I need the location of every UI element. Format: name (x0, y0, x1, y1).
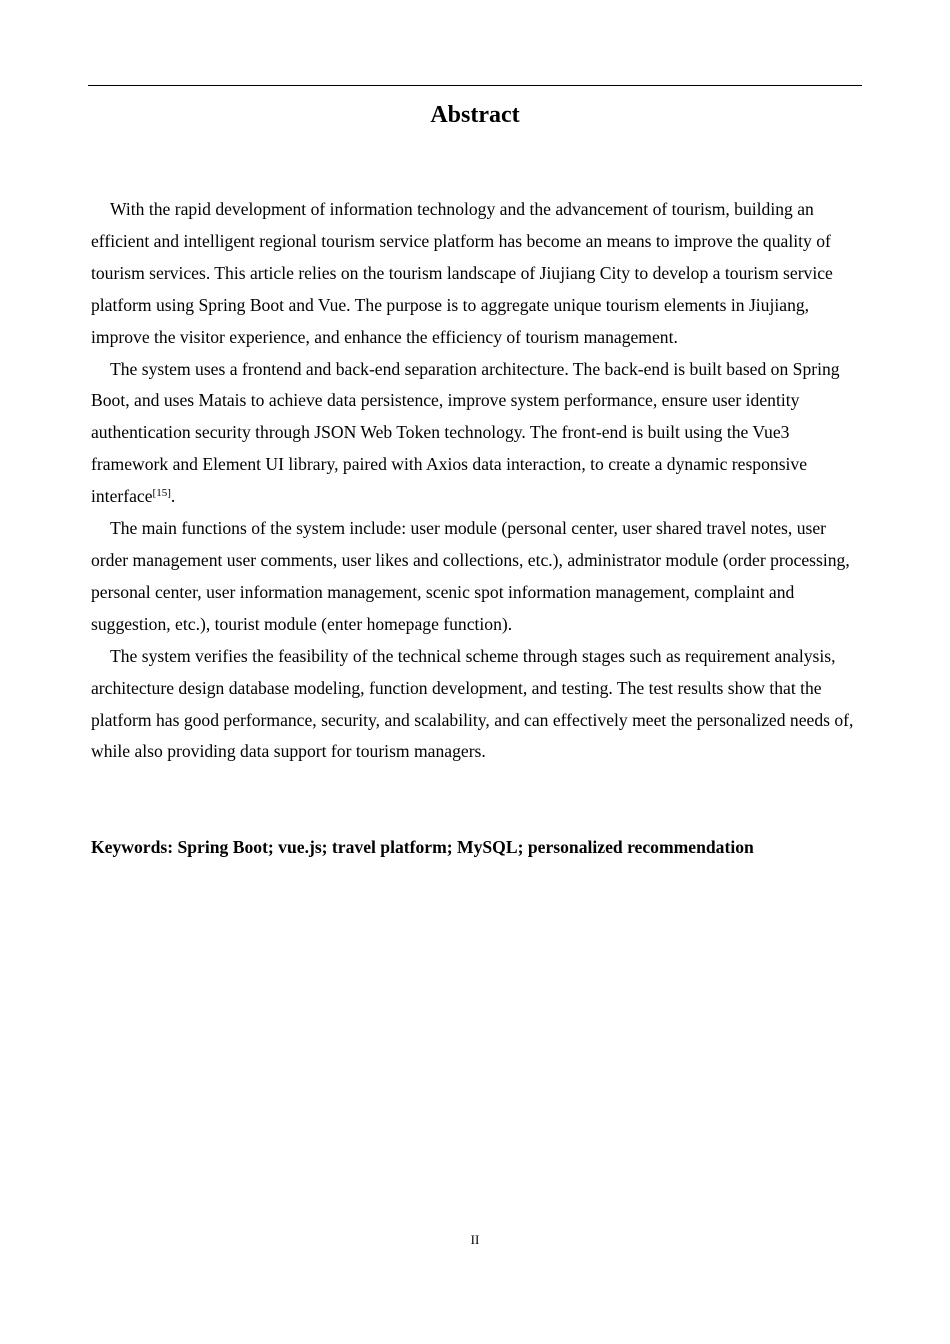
header-rule (88, 85, 862, 86)
abstract-paragraph (91, 354, 865, 514)
citation-reference[interactable]: [15] (152, 487, 171, 500)
abstract-paragraph: The main functions of the system include: user module (personal center, user shared travel notes, user order management user comments, user likes and collections, etc.), administrator module (order processing, personal center, user information management, scenic spot information management, complaint and suggestion, etc.), tourist module (enter homepage function). (91, 518, 850, 634)
abstract-paragraph: The system verifies the feasibility of the technical scheme through stages such as requirement analysis, architecture design database modeling, function development, and testing. The test results show that the platform has good performance, security, and scalability, and can effectively meet the personalized needs of, while also providing data support for tourism managers. (91, 645, 854, 762)
page-title: Abstract (430, 102, 520, 128)
page-number: II (470, 1232, 480, 1247)
abstract-paragraph: With the rapid development of information technology and the advancement of tourism, building an efficient and intelligent regional tourism service platform has become an means to improve the quality of tourism services. This article relies on the tourism landscape of Jiujiang City to develop a tourism service platform using Spring Boot and Vue. The purpose is to aggregate unique tourism elements in Jiujiang, improve the visitor experience, and enhance the efficiency of tourism management. (91, 199, 833, 347)
paragraph-tail: . (170, 486, 176, 507)
paragraph-text: The system uses a frontend and back-end separation architecture. The back-end is built based on Spring Boot, and uses Matais to achieve data persistence, improve system performance, ensure user identity authentication security through JSON Web Token technology. The front-end is built using the Vue3 framework and Element UI library, paired with Axios data interaction, to create a dynamic responsive interface (91, 358, 840, 507)
keywords-line: Keywords: Spring Boot; vue.js; travel platform; MySQL; personalized recommendation (91, 837, 754, 857)
abstract-body (91, 194, 865, 768)
